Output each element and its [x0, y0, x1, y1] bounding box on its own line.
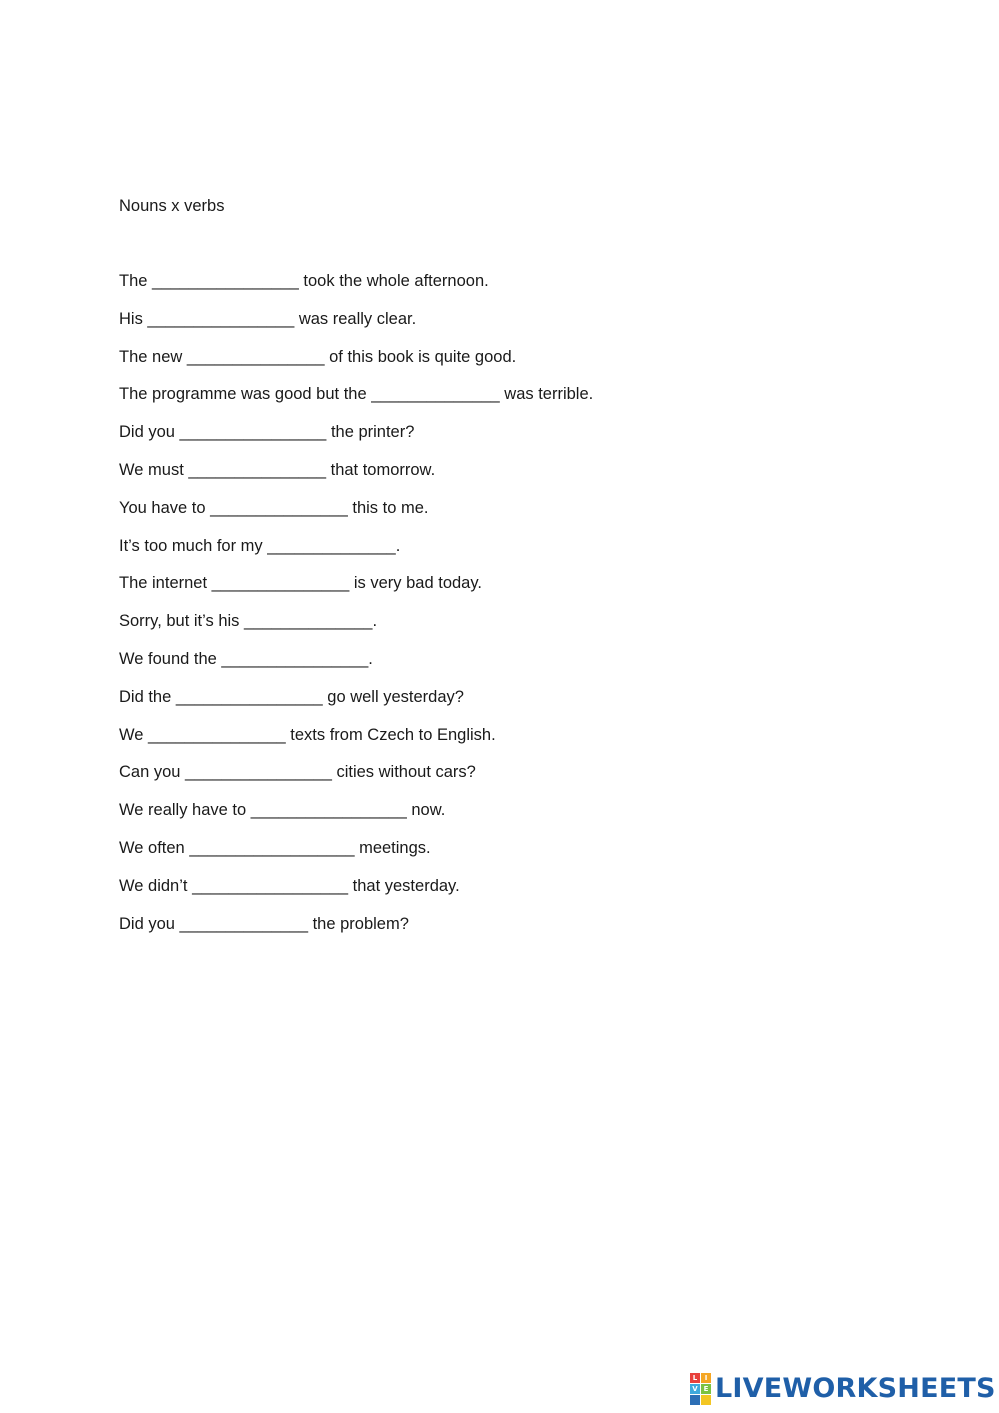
sentence-item: Did you ______________ the problem? [119, 914, 409, 933]
worksheet-title: Nouns x verbs [119, 197, 225, 215]
logo-block: E [701, 1384, 711, 1394]
logo-block [690, 1395, 700, 1405]
logo-blocks-icon [690, 1373, 711, 1405]
logo-text: LIVEWORKSHEETS [715, 1373, 996, 1404]
logo-block: V [690, 1384, 700, 1394]
sentence-item: Did the ________________ go well yesterday? [119, 687, 464, 706]
logo-block: I [701, 1373, 711, 1383]
logo-block [701, 1395, 711, 1405]
sentence-item: The ________________ took the whole afternoon. [119, 272, 489, 290]
sentence-item: It’s too much for my ______________. [119, 536, 401, 555]
sentence-item: We must _______________ that tomorrow. [119, 460, 436, 479]
sentence-item: The new _______________ of this book is quite good. [119, 347, 517, 366]
sentence-item: We really have to _________________ now. [119, 801, 446, 820]
liveworksheets-logo [690, 1373, 996, 1405]
sentence-item: The programme was good but the ______________ was terrible. [119, 385, 594, 404]
logo-block: L [690, 1373, 700, 1383]
sentence-item: We often __________________ meetings. [119, 838, 431, 857]
sentence-item: We _______________ texts from Czech to English. [119, 725, 496, 744]
sentence-item: You have to _______________ this to me. [119, 498, 429, 517]
sentence-item: Did you ________________ the printer? [119, 423, 415, 442]
sentence-item: We didn’t _________________ that yesterday. [119, 876, 460, 895]
sentence-item: The internet _______________ is very bad today. [119, 574, 482, 593]
sentence-item: Sorry, but it’s his ______________. [119, 612, 378, 631]
sentence-list [119, 271, 593, 951]
sentence-item: Can you ________________ cities without cars? [119, 763, 476, 782]
sentence-item: We found the ________________. [119, 649, 373, 668]
sentence-item: His ________________ was really clear. [119, 309, 417, 328]
